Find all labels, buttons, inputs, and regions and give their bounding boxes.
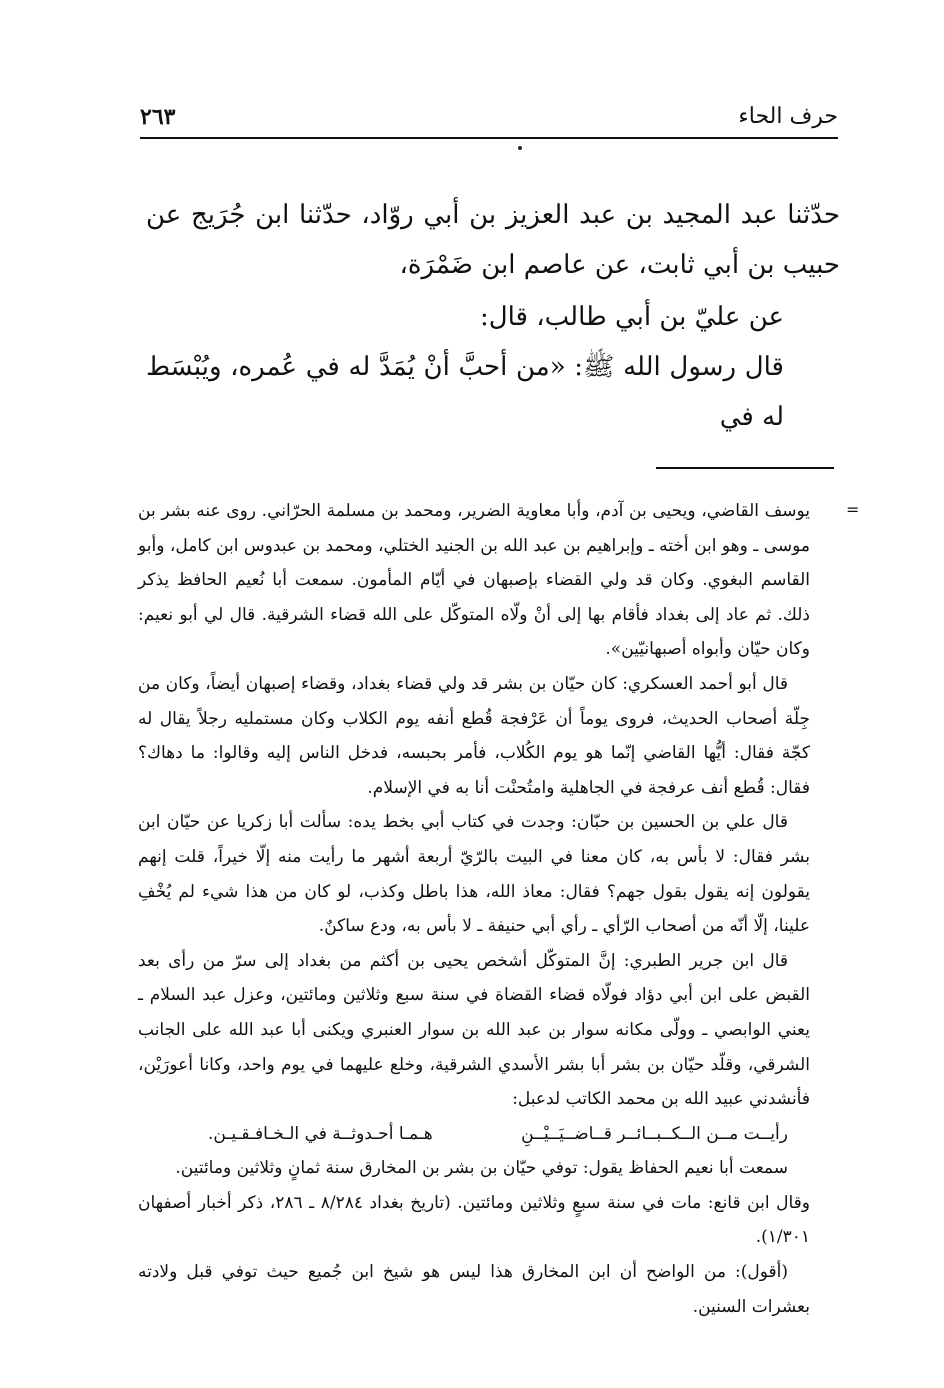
footnotes [138, 494, 810, 1324]
footnote-paragraph: وقال ابن قانع: مات في سنة سبعٍ وثلاثين ومائتين. (تاريخ بغداد ٨/٢٨٤ ـ ٢٨٦، ذكر أخبار أصفهان ١/٣٠١). [138, 1192, 810, 1248]
verse-hemistich-2: هـمـا أحـدوثــة في الـخـافـقـيـن. [208, 1123, 433, 1144]
main-paragraph-1: حدّثنا عبد المجيد بن عبد العزيز بن أبي روّاد، حدّثنا ابن جُرَيج عن حبيب بن أبي ثابت، عن عاصم ابن ضَمْرَة، [146, 200, 840, 280]
poetry-verse [138, 1117, 810, 1152]
main-paragraph-2: عن عليّ بن أبي طالب، قال: [479, 302, 784, 332]
footnote-continuation-mark: = [846, 500, 860, 519]
footnote-paragraph: سمعت أبا نعيم الحفاظ يقول: توفي حيّان بن بشر بن المخارق سنة ثمانٍ وثلاثين ومائتين. [175, 1158, 788, 1179]
page-header [140, 102, 838, 136]
main-text-hadith [146, 292, 784, 442]
footnote-rule [656, 467, 834, 469]
page-number: ٢٦٣ [140, 104, 176, 130]
footnote-paragraph: قال ابن جرير الطبري: إنَّ المتوكّل أشخص يحيى بن أكثم من بغداد إلى سرّ من رأى بعد القبض على ابن أبي دؤاد فولّاه قضاء القضاة في سنة سبع وثلاثين ومائتين، وعزل عبد السلام ـ يعني الوابصي ـ وولّى مكانه سوار بن عبد الله بن سوار العنبري ويكنى أبا عبد الله على الجانب الشرقي، وقلّد حيّان بن بشر أبا بشر الأسدي الشرقية، وخلع عليهما في يوم واحد، وكانا أعورَيْن، فأنشدني عبيد الله بن محمد الكاتب لدعبل: [138, 950, 810, 1110]
chapter-title: حرف الحاء [738, 104, 838, 129]
verse-hemistich-1: رأيــت مــن الــكــبــائــر قــاضــيَــيْــنِ [521, 1123, 788, 1144]
footnote-paragraph: يوسف القاضي، ويحيى بن آدم، وأبا معاوية الضرير، ومحمد بن مسلمة الحرّاني. روى عنه بشر بن موسى ـ وهو ابن أخته ـ وإبراهيم بن عبد الله بن الجنيد الختلي، ومحمد بن عبدوس ابن كامل، وأبو القاسم البغوي. وكان قد ولي القضاء بإصبهان في أيّام المأمون. سمعت أبا نُعيم الحافظ يذكر ذلك. ثم عاد إلى بغداد فأقام بها إلى أنْ ولّاه المتوكّل على الله قضاء الشرقية. قال لي أبو نعيم: وكان حيّان وأبواه أصبهانيّين». [138, 501, 810, 660]
main-paragraph-3: قال رسول الله ﷺ: «من أحبَّ أنْ يُمَدَّ له في عُمره، ويُبْسَط له في [146, 352, 784, 432]
footnote-paragraph: قال أبو أحمد العسكري: كان حيّان بن بشر قد ولي قضاء بغداد، وقضاء إصبهان أيضاً، وكان من جِلّة أصحاب الحديث، فروى يوماً أن عَرْفجة قُطع أنفه يوم الكلاب وكان مستمليه رجلاً يقال له كجّة فقال: أيُّها القاضي إنّما هو يوم الكُلاب، فأمر بحبسه، فدخل الناس إليه وقالوا: ما دهاك؟ فقال: قُطع أنف عرفجة في الجاهلية وامتُحنْت أنا به في الإسلام. [138, 673, 810, 798]
footnote-paragraph: (أقول): من الواضح أن ابن المخارق هذا ليس هو شيخ ابن جُميع حيث توفي قبل ولادته بعشرات السنين. [138, 1262, 810, 1317]
main-text [146, 190, 840, 290]
header-rule [140, 137, 838, 139]
footnote-paragraph: قال علي بن الحسين بن حبّان: وجدت في كتاب أبي بخط يده: سألت أبا زكريا عن حيّان ابن بشر فقال: لا بأس به، كان معنا في البيت بالرّيّ أربعة أشهر ما رأيت منه إلّا خيراً، قلت إنهم يقولون إنه يقول بقول جهم؟ فقال: معاذ الله، هذا باطل وكذب، لو كان من هذا شيء لم يُخْفِ علينا، إلّا أنّه من أصحاب الرّأي ـ رأي أبي حنيفة ـ لا بأس به، ودع ساكنٌ. [138, 812, 810, 937]
page-mark [518, 146, 522, 150]
